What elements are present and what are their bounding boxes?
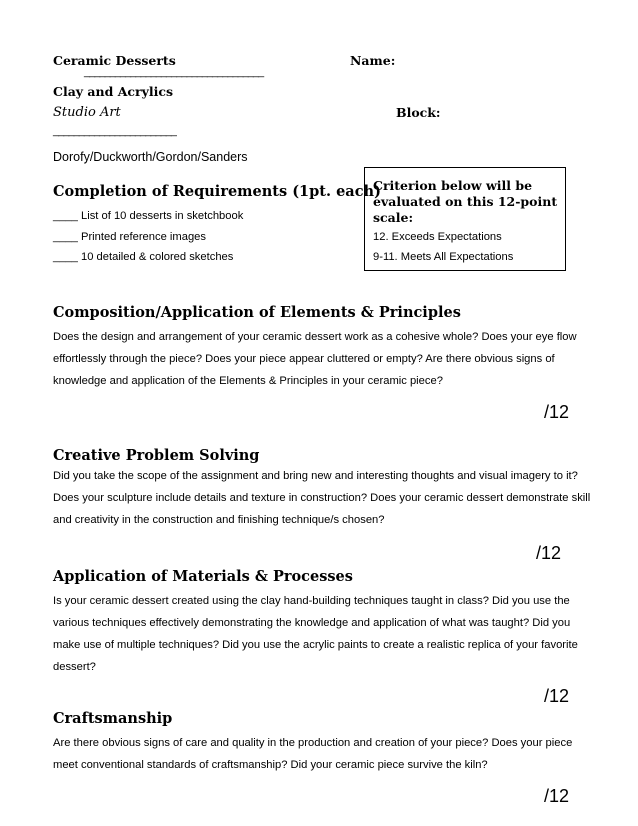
requirement-item: ____ List of 10 desserts in sketchbook [53, 210, 244, 222]
criteria-level: 9-11. Meets All Expectations [373, 251, 514, 263]
section-body-creative: Did you take the scope of the assignment and bring new and interesting thoughts and visual imagery to it? Does your sculpture include details and texture in construction? Does your ceramic dessert demonstrate skill and creativity in the construction and finishing technique/s chosen? [53, 470, 591, 526]
criteria-box [364, 167, 566, 271]
subtitle: Clay and Acrylics [53, 84, 173, 99]
requirement-item: ____ Printed reference images [53, 231, 206, 243]
requirement-item: ____ 10 detailed & colored sketches [53, 251, 234, 263]
studio-label: Studio Art [53, 105, 121, 120]
section-title-materials: Application of Materials & Processes [53, 568, 353, 585]
name-label: Name: [350, 53, 396, 68]
requirements-title: Completion of Requirements (1pt. each) [53, 183, 381, 200]
section-score-craftsmanship: /12 [544, 786, 570, 806]
section-body-composition: Does the design and arrangement of your ceramic dessert work as a cohesive whole? Does your eye flow effortlessly through the piece? Does your piece appear cluttered or empty? Are there obvious signs of knowledge and application of the Elements & Principles in your ceramic piece? [53, 331, 577, 387]
name-line: ___________________________________ [84, 66, 264, 78]
section-body-craftsmanship: Are there obvious signs of care and quality in the production and creation of your piece? Does your piece meet conventional standards of craftsmanship? Did your ceramic piece survive the kiln? [53, 737, 573, 771]
section-title-composition: Composition/Application of Elements & Principles [53, 304, 461, 321]
section-score-composition: /12 [544, 402, 570, 422]
section-title-creative: Creative Problem Solving [53, 447, 260, 464]
section-title-craftsmanship: Craftsmanship [53, 710, 173, 727]
section-body-materials: Is your ceramic dessert created using the clay hand-building techniques taught in class? Did you use the various techniques effectively demonstrating the knowledge and application of what was taught? Did you make use of multiple techniques? Did you use the acrylic paints to create a realistic replica of your favorite dessert? [53, 595, 578, 673]
course-title: Ceramic Desserts [53, 53, 176, 68]
teachers: Dorofy/Duckworth/Gordon/Sanders [53, 150, 248, 164]
section-score-materials: /12 [544, 686, 570, 706]
criteria-level: 12. Exceeds Expectations [373, 231, 502, 243]
criteria-title: Criterion below will be evaluated on this 12-point scale: [373, 178, 558, 225]
block-line: ________________________ [53, 125, 176, 137]
section-score-creative: /12 [536, 543, 562, 563]
block-label: Block: [396, 105, 441, 120]
